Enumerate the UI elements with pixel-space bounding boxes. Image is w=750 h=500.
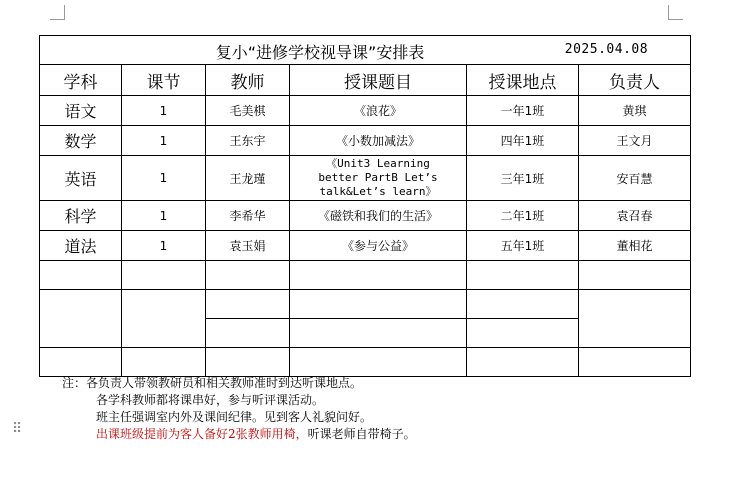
location-cell[interactable]: 一年1班 <box>467 96 579 126</box>
note-text: 听课老师自带椅子。 <box>307 427 416 441</box>
empty-cell[interactable] <box>40 290 122 348</box>
empty-row <box>40 348 691 377</box>
owner-cell[interactable]: 安百慧 <box>579 156 691 201</box>
table-row <box>40 156 691 201</box>
note-line-2: 各学科教师都将课串好，参与听评课活动。 <box>96 393 325 407</box>
subject-cell[interactable]: 科学 <box>40 201 122 231</box>
period-cell[interactable]: 1 <box>122 201 206 231</box>
location-cell[interactable]: 二年1班 <box>467 201 579 231</box>
empty-cell[interactable] <box>122 261 206 290</box>
schedule-date: 2025.04.08 <box>564 42 649 57</box>
header-row <box>40 65 691 96</box>
empty-cell[interactable] <box>467 319 579 348</box>
title-cell[interactable] <box>40 36 691 65</box>
empty-cell[interactable] <box>290 348 467 377</box>
page-corner-mark-right <box>668 5 683 20</box>
teacher-cell[interactable]: 袁玉娟 <box>206 231 290 261</box>
topic-line: 《Unit3 Learning <box>326 157 430 170</box>
owner-cell[interactable]: 董相花 <box>579 231 691 261</box>
header-owner[interactable]: 负责人 <box>579 65 691 96</box>
empty-cell[interactable] <box>290 261 467 290</box>
subject-cell[interactable]: 语文 <box>40 96 122 126</box>
period-cell[interactable]: 1 <box>122 156 206 201</box>
header-topic[interactable]: 授课题目 <box>290 65 467 96</box>
empty-cell[interactable] <box>467 348 579 377</box>
empty-cell[interactable] <box>122 290 206 348</box>
empty-cell[interactable] <box>206 319 290 348</box>
note-line-3: 班主任强调室内外及课间纪律。见到客人礼貌问好。 <box>96 410 373 424</box>
teacher-cell[interactable]: 毛美棋 <box>206 96 290 126</box>
header-subject[interactable]: 学科 <box>40 65 122 96</box>
empty-cell[interactable] <box>467 261 579 290</box>
note-text: 各负责人带领教研员和相关教师准时到达听课地点。 <box>86 376 363 390</box>
header-period[interactable]: 课节 <box>122 65 206 96</box>
location-cell[interactable]: 三年1班 <box>467 156 579 201</box>
table-move-handle-icon[interactable]: ⠿ <box>12 421 22 437</box>
topic-cell[interactable]: 《磁铁和我们的生活》 <box>290 201 467 231</box>
topic-cell[interactable]: 《参与公益》 <box>290 231 467 261</box>
teacher-cell[interactable]: 王东宇 <box>206 126 290 156</box>
empty-cell[interactable] <box>40 261 122 290</box>
period-cell[interactable]: 1 <box>122 231 206 261</box>
location-cell[interactable]: 五年1班 <box>467 231 579 261</box>
period-cell[interactable]: 1 <box>122 96 206 126</box>
empty-cell[interactable] <box>467 290 579 319</box>
table-row <box>40 126 691 156</box>
owner-cell[interactable]: 黄琪 <box>579 96 691 126</box>
note-line-1 <box>62 375 416 392</box>
empty-cell[interactable] <box>40 348 122 377</box>
empty-cell[interactable] <box>579 290 691 348</box>
note-prefix: 注： <box>62 376 87 390</box>
note-red-text: 出课班级提前为客人备好2张教师用椅， <box>96 427 308 441</box>
empty-cell[interactable] <box>579 348 691 377</box>
table-title-row <box>40 36 691 65</box>
period-cell[interactable]: 1 <box>122 126 206 156</box>
notes-block <box>62 375 416 443</box>
teacher-cell[interactable]: 王龙瑾 <box>206 156 290 201</box>
topic-cell[interactable] <box>290 156 467 201</box>
topic-line: better PartB Let’s <box>318 171 438 184</box>
topic-cell[interactable]: 《浪花》 <box>290 96 467 126</box>
schedule-table[interactable] <box>39 35 691 377</box>
subject-cell[interactable]: 英语 <box>40 156 122 201</box>
topic-line: talk&Let’s learn》 <box>319 185 437 198</box>
owner-cell[interactable]: 王文月 <box>579 126 691 156</box>
subject-cell[interactable]: 数学 <box>40 126 122 156</box>
note-line-4 <box>62 426 416 443</box>
empty-cell[interactable] <box>122 348 206 377</box>
empty-cell[interactable] <box>290 290 467 319</box>
empty-cell[interactable] <box>206 348 290 377</box>
teacher-cell[interactable]: 李希华 <box>206 201 290 231</box>
table-row <box>40 201 691 231</box>
empty-row <box>40 261 691 290</box>
empty-cell[interactable] <box>206 290 290 319</box>
table-row <box>40 231 691 261</box>
topic-cell[interactable]: 《小数加减法》 <box>290 126 467 156</box>
location-cell[interactable]: 四年1班 <box>467 126 579 156</box>
page-title: 复小“进修学校视导课”安排表 <box>215 43 425 62</box>
page-corner-mark-left <box>50 5 65 20</box>
empty-row <box>40 290 691 319</box>
header-location[interactable]: 授课地点 <box>467 65 579 96</box>
table-row <box>40 96 691 126</box>
subject-cell[interactable]: 道法 <box>40 231 122 261</box>
header-teacher[interactable]: 教师 <box>206 65 290 96</box>
owner-cell[interactable]: 袁召春 <box>579 201 691 231</box>
empty-cell[interactable] <box>290 319 467 348</box>
empty-cell[interactable] <box>206 261 290 290</box>
empty-cell[interactable] <box>579 261 691 290</box>
